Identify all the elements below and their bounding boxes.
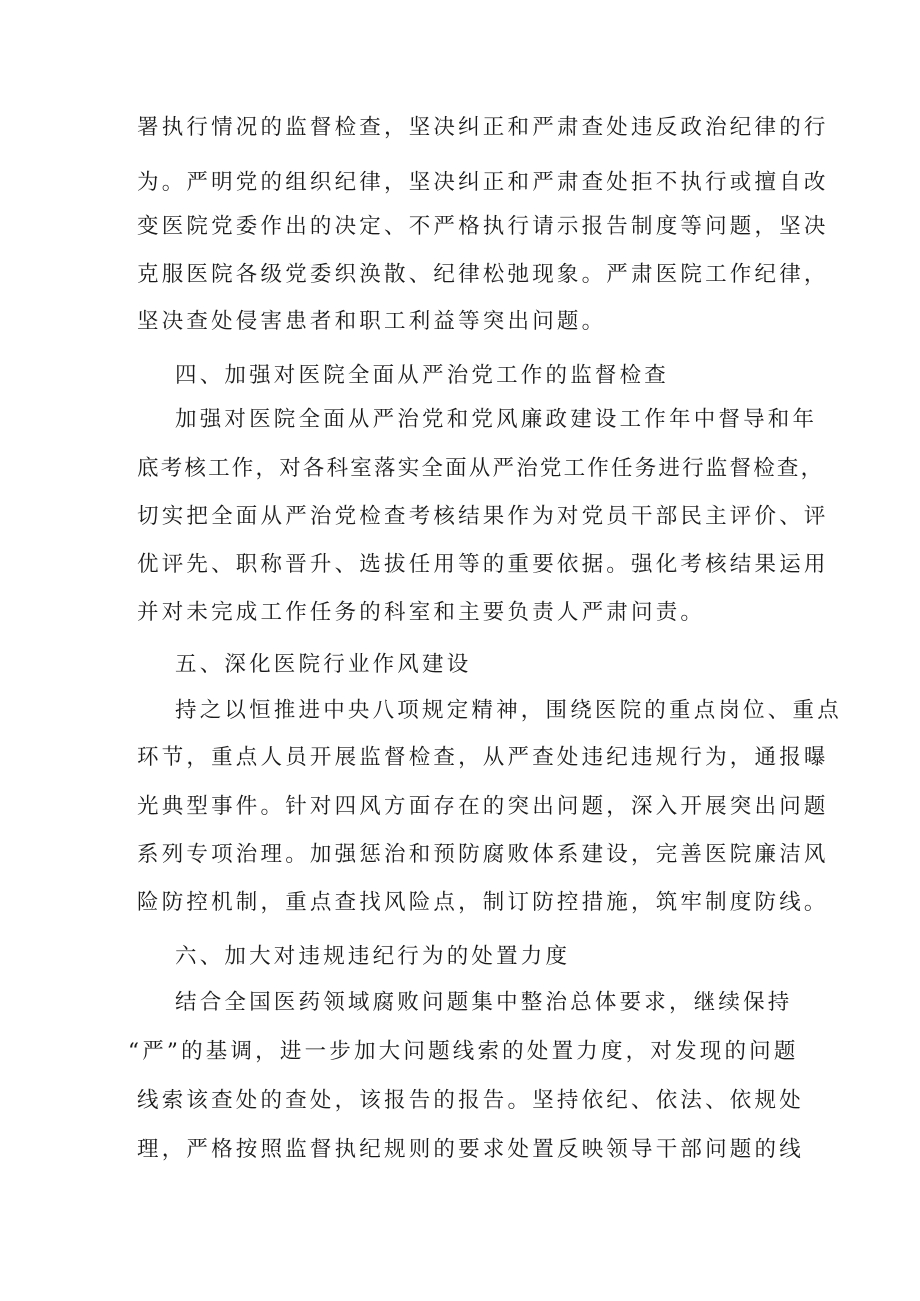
section-heading-5: 五、深化医院行业作风建设 [175,652,472,677]
body-text-line: “严”的基调，进一步加大问题线索的处置力度，对发现的问题 [128,1039,799,1064]
body-text-line: 变医院党委作出的决定、不严格执行请示报告制度等问题，坚决 [137,214,829,239]
body-text-line: 切实把全面从严治党检查考核结果作为对党员干部民主评价、评 [137,504,829,529]
body-text-line: 理，严格按照监督执纪规则的要求处置反映领导干部问题的线 [137,1137,804,1162]
body-text-line: 系列专项治理。加强惩治和预防腐败体系建设，完善医院廉洁风 [137,842,829,867]
body-text-line: 光典型事件。针对四风方面存在的突出问题，深入开展突出问题 [137,794,829,819]
body-text-line: 优评先、职称晋升、选拔任用等的重要依据。强化考核结果运用 [137,552,829,577]
section-heading-6: 六、加大对违规违纪行为的处置力度 [175,944,571,969]
body-text-line: 环节，重点人员开展监督检查，从严查处违纪违规行为，通报曝 [137,745,829,770]
body-text-line: 加强对医院全面从严治党和党风廉政建设工作年中督导和年 [175,407,818,432]
body-text-line: 克服医院各级党委织涣散、纪律松弛现象。严肃医院工作纪律， [137,262,829,287]
body-text-line: 险防控机制，重点查找风险点，制订防控措施，筑牢制度防线。 [137,890,829,915]
body-text-line: 底考核工作，对各科室落实全面从严治党工作任务进行监督检查， [137,456,825,481]
body-text-line: 并对未完成工作任务的科室和主要负责人严肃问责。 [137,600,706,625]
section-heading-4: 四、加强对医院全面从严治党工作的监督检查 [175,363,670,388]
body-text-line: 线索该查处的查处，该报告的报告。坚持依纪、依法、依规处 [137,1088,804,1113]
body-text-line: 持之以恒推进中央八项规定精神，围绕医院的重点岗位、重点 [175,698,842,723]
body-text-line: 坚决查处侵害患者和职工利益等突出问题。 [137,309,607,334]
body-text-line: 结合全国医药领域腐败问题集中整治总体要求，继续保持 [175,990,793,1015]
body-text-line: 署执行情况的监督检查，坚决纠正和严肃查处违反政治纪律的行 [137,115,829,140]
body-text-line: 为。严明党的组织纪律，坚决纠正和严肃查处拒不执行或擅自改 [137,170,829,195]
